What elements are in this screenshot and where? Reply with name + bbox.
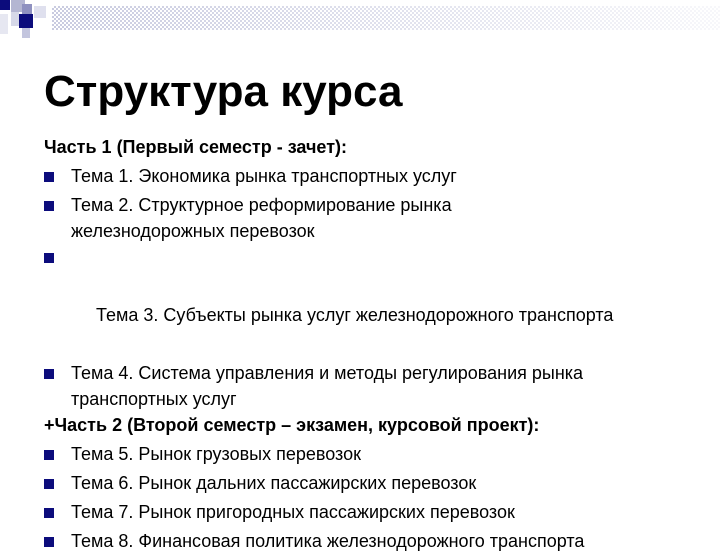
square-bullet-icon: [44, 508, 54, 518]
item-text: Тема 6. Рынок дальних пассажирских перевозок: [71, 473, 477, 493]
square-bullet-icon: [44, 479, 54, 489]
decorative-header-bar: [0, 0, 720, 40]
list-item: [44, 162, 704, 191]
item-text-continuation: железнодорожных перевозок: [71, 221, 315, 241]
list-item: [44, 191, 704, 243]
item-text: Тема 8. Финансовая политика железнодорожного транспорта: [71, 531, 585, 551]
corner-square-icon: [0, 0, 10, 10]
item-text: Тема 3. Субъекты рынка услуг железнодорожного транспорта: [91, 305, 614, 325]
list-item: [44, 359, 704, 411]
item-text: Тема 4. Система управления и методы регулирования рынка: [71, 363, 584, 383]
list-item: [44, 469, 704, 498]
item-text: Тема 7. Рынок пригородных пассажирских перевозок: [71, 502, 515, 522]
square-bullet-icon: [44, 201, 54, 211]
square-bullet-icon: [44, 253, 54, 263]
item-text-continuation: транспортных услуг: [71, 389, 237, 409]
item-text: Тема 5. Рынок грузовых перевозок: [71, 444, 361, 464]
list-item: [44, 527, 704, 556]
square-bullet-icon: [44, 172, 54, 182]
item-text: Тема 1. Экономика рынка транспортных услуг: [71, 166, 457, 186]
slide-title: Структура курса: [44, 67, 403, 116]
part2-heading: +Часть 2 (Второй семестр – экзамен, курсовой проект):: [44, 415, 540, 435]
course-outline: [44, 133, 704, 556]
item-text: Тема 2. Структурное реформирование рынка: [71, 195, 452, 215]
list-item: [44, 498, 704, 527]
square-bullet-icon: [44, 369, 54, 379]
square-bullet-icon: [44, 450, 54, 460]
list-item: [44, 243, 704, 359]
list-item: [44, 440, 704, 469]
square-bullet-icon: [44, 537, 54, 547]
part1-heading: Часть 1 (Первый семестр - зачет):: [44, 137, 347, 157]
